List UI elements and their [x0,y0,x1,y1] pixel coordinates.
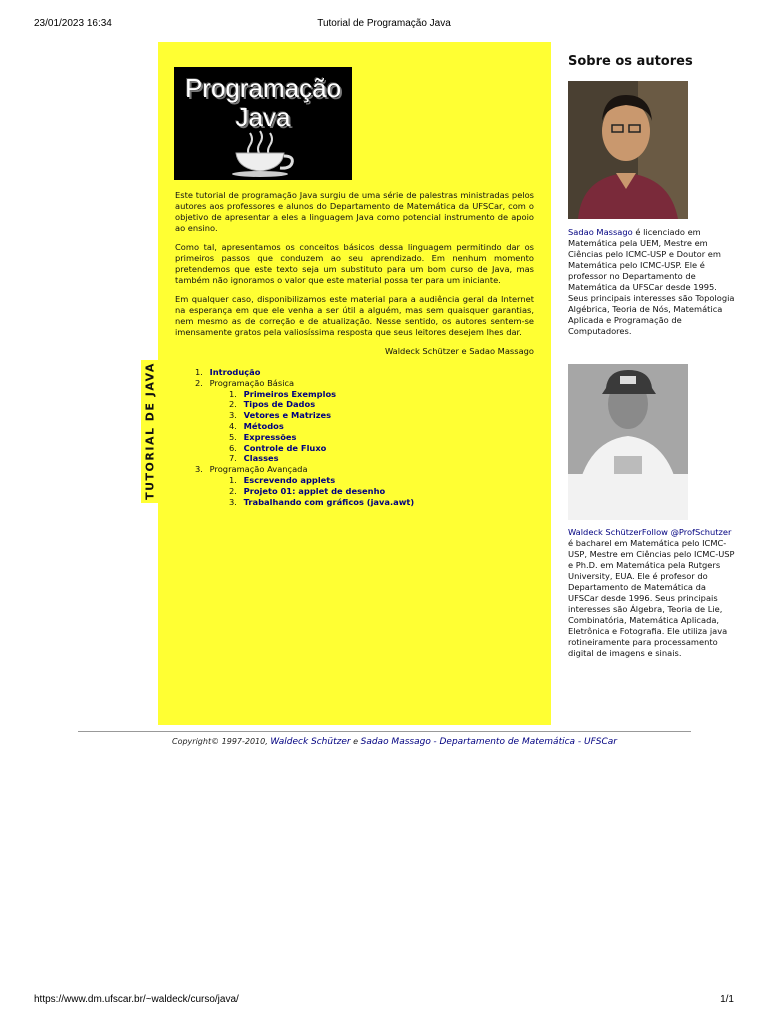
copyright [172,737,672,747]
toc-link[interactable]: Métodos [243,420,284,431]
toc-subitem [229,486,534,497]
print-title: Tutorial de Programação Java [317,18,451,29]
logo-line1: Programação [184,73,342,103]
toc-subitem [229,453,534,464]
author2-name-link[interactable]: Waldeck SchützerFollow @ProfSchutzer [568,527,732,537]
toc-item [195,367,534,378]
toc-link[interactable]: Primeiros Exemplos [243,388,337,399]
toc-link[interactable]: Controle de Fluxo [243,442,327,453]
toc-subitem [229,389,534,400]
toc-section-label: Programação Básica [209,377,295,388]
toc-num: 3. [229,496,237,507]
toc-item [195,464,534,507]
toc-link[interactable]: Classes [243,453,279,464]
print-header [0,18,768,32]
footer-divider [78,731,691,732]
coffee-cup-icon [230,129,296,177]
print-page-number: 1/1 [720,994,734,1005]
intro-paragraph-2: Como tal, apresentamos os conceitos básicos dessa linguagem permitindo dar os primeiros passos que conduzem ao seu aprendizado. Em nenhum momento pretendemos que este texto seja um substituto para um bom curso de Java, mas também não ignoramos o valor que este material possa ter para um iniciante. [175,242,534,285]
copyright-author2-link[interactable]: Sadao Massago [360,737,431,747]
intro-paragraph-3: Em qualquer caso, disponibilizamos este material para a audiência geral da Internet na esperança em que ele venha a ser útil a alguém, mas sem quaisquer garantias, nem mesmo as de correção e de atualização. Nesse sentido, os autores sentem-se imensamente gratos pela valiosíssima resposta que seus leitores desejem lhes dar. [175,294,534,337]
toc-link[interactable]: Projeto 01: applet de desenho [243,485,386,496]
toc-num: 4. [229,420,237,431]
toc-link[interactable]: Trabalhando com gráficos (java.awt) [243,496,415,507]
person-photo-icon [568,364,688,520]
toc-subitem [229,475,534,486]
toc-link-introducao[interactable]: Introdução [209,367,261,377]
intro-paragraph-1: Este tutorial de programação Java surgiu de uma série de palestras ministradas pelos autores aos professores e alunos do Departamento de Matemática da UFSCar, com o objetivo de apresentar a eles a linguagem Java como potencial instrumento de apoio ao ensino. [175,190,534,233]
toc-subitem [229,432,534,443]
author2-photo [568,364,688,520]
toc-subitem [229,421,534,432]
toc-num: 3. [195,464,203,475]
toc-subitem [229,443,534,454]
toc-num: 1. [229,474,237,485]
toc-num: 2. [229,399,237,410]
print-datetime: 23/01/2023 16:34 [34,18,112,29]
toc-sublist [229,389,534,465]
toc-section-label: Programação Avançada [209,464,308,475]
toc-num: 2. [229,485,237,496]
author2-bio-text: é bacharel em Matemática pelo ICMC-USP, Mestre em Ciências pelo ICMC-USP e Ph.D. em Matemática pela Rutgers University, EUA. Ele é profesor do Departamento de Matemática da UFSCar desde 1996. Seus principais interesses são Álgebra, Teoria de Lie, Combinatória, Matemática Aplicada, Eletrônica e Fotografia. Ele utiliza java rotineiramente para processamento digital de imagens e sinais. [568,538,735,658]
copyright-prefix: Copyright© 1997-2010, [172,737,268,746]
toc-num: 5. [229,431,237,442]
toc-subitem [229,497,534,508]
toc-num: 2. [195,377,203,388]
toc-num: 6. [229,442,237,453]
author1-bio [568,227,736,337]
author1-bio-text: é licenciado em Matemática pela UEM, Mestre em Ciências pelo ICMC-USP e Doutor em Matemática pelo ICMC-USP. Ele é professor no Departamento de Matemática da UFSCar desde 1995. Seus principais interesses são Topologia Algébrica, Teoria de Nós, Matemática Aplicada e Programação de Computadores. [568,227,735,336]
logo-line2: Java [235,102,291,132]
toc-num: 7. [229,453,237,464]
toc-item [195,378,534,464]
copyright-dept-link[interactable]: - Departamento de Matemática - UFSCar [433,737,618,747]
java-logo [174,67,352,180]
author1-photo [568,81,688,219]
side-tab [141,360,160,503]
table-of-contents [195,367,534,507]
toc-num: 3. [229,410,237,421]
author2-bio [568,527,736,659]
copyright-author1-link[interactable]: Waldeck Schützer [270,737,351,747]
side-tab-label: TUTORIAL DE JAVA [143,362,157,500]
person-photo-icon [568,81,688,219]
toc-sublist [229,475,534,507]
toc-link[interactable]: Expressões [243,431,297,442]
toc-link[interactable]: Escrevendo applets [243,474,336,485]
signature: Waldeck Schützer e Sadao Massago [384,346,534,356]
intro-content [175,190,534,507]
toc-subitem [229,399,534,410]
about-title: Sobre os autores [568,54,693,69]
author1-name-link[interactable]: Sadao Massago [568,227,633,237]
toc-num: 1. [229,388,237,399]
toc-num: 1. [195,367,203,377]
print-footer [0,994,768,1008]
print-url: https://www.dm.ufscar.br/~waldeck/curso/java/ [34,994,239,1005]
toc-link[interactable]: Tipos de Dados [243,399,316,410]
toc-subitem [229,410,534,421]
copyright-and: e [353,737,359,746]
toc-link[interactable]: Vetores e Matrizes [243,410,332,421]
